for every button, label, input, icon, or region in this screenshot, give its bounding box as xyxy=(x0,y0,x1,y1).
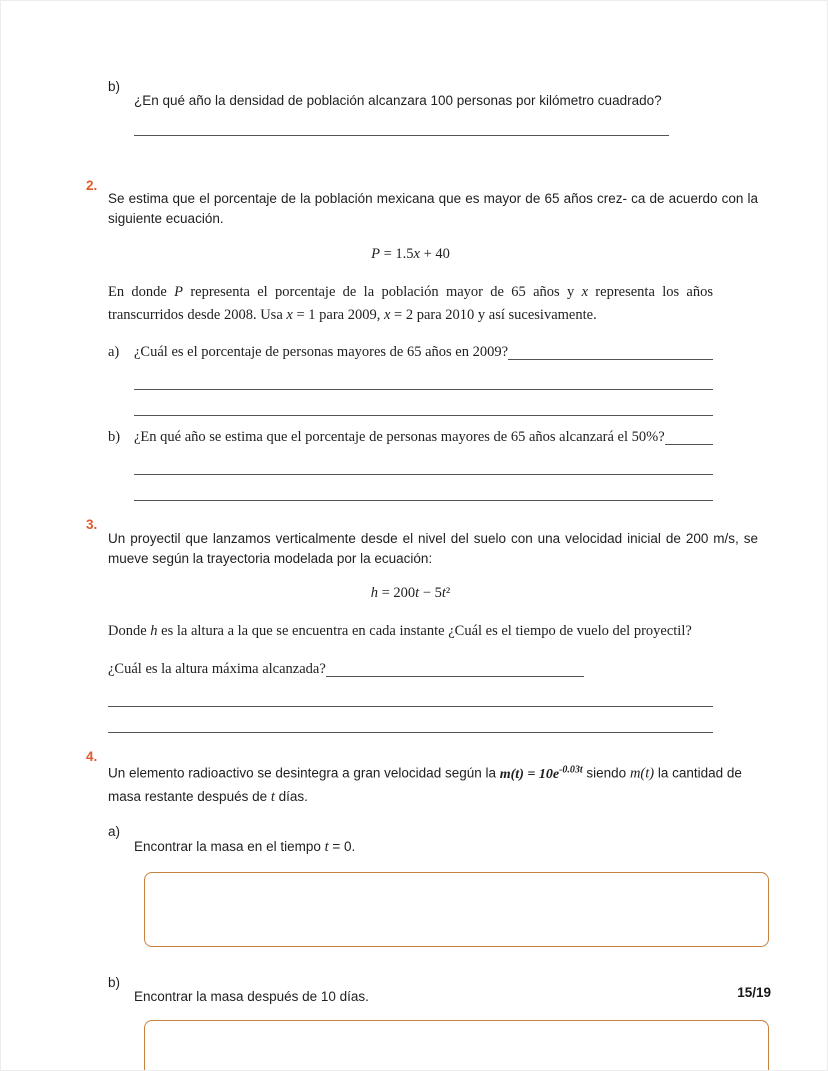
math-var: h xyxy=(370,585,378,601)
answer-line[interactable] xyxy=(508,359,713,360)
answer-box[interactable] xyxy=(144,1020,769,1071)
question-4a-label: a) xyxy=(108,824,121,840)
question-1b xyxy=(108,77,827,136)
question-4b xyxy=(108,973,713,1071)
text-segment: = 1 para 2009, xyxy=(292,306,384,323)
answer-line[interactable] xyxy=(134,449,713,475)
question-2a-text: ¿Cuál es el porcentaje de personas mayores de 65 años en 2009? xyxy=(134,344,509,360)
answer-line[interactable] xyxy=(134,364,713,390)
question-4a xyxy=(108,822,713,947)
math-var: P xyxy=(371,245,380,262)
question-4-intro xyxy=(108,760,763,809)
equation-exponent: -0.03t xyxy=(559,764,583,775)
text-segment: es la altura a la que se encuentra en cada instante ¿Cuál es el tiempo de vuelo del proyectil? xyxy=(157,623,692,639)
question-3-explanation-line1 xyxy=(108,620,748,643)
question-4b-text: Encontrar la masa después de 10 días. xyxy=(134,988,369,1004)
text-segment: días. xyxy=(274,788,308,804)
text-segment: Encontrar la masa en el tiempo xyxy=(134,838,325,854)
question-1b-text: ¿En qué año la densidad de población alcanzara 100 personas por kilómetro cuadrado? xyxy=(134,92,662,108)
question-3-intro: Un proyectil que lanzamos verticalmente desde el nivel del suelo con una velocidad inicial de 200 m/s, se mueve según la trayectoria modelada por la ecuación: xyxy=(108,530,758,566)
math-var: t xyxy=(270,788,275,805)
text-segment: siendo xyxy=(582,765,630,781)
equation-exponent: ² xyxy=(445,585,451,601)
question-2-explanation xyxy=(108,281,713,327)
answer-line[interactable] xyxy=(134,135,669,136)
question-2a-label: a) xyxy=(108,344,120,360)
math-var: t xyxy=(441,585,446,601)
answer-line[interactable] xyxy=(665,444,713,445)
equation-part: − 5 xyxy=(419,585,442,601)
question-2-number: 2. xyxy=(86,177,98,193)
text-segment: representa el porcentaje de la población mayor de 65 años y xyxy=(183,283,582,300)
math-var: x xyxy=(383,306,391,323)
decay-equation xyxy=(499,764,583,782)
question-3-explanation xyxy=(108,620,748,681)
question-4-number: 4. xyxy=(86,748,98,764)
question-2-equation xyxy=(108,243,713,265)
answer-box[interactable] xyxy=(144,872,769,947)
question-2 xyxy=(86,176,827,502)
question-3 xyxy=(86,515,827,733)
question-4b-label: b) xyxy=(108,975,121,991)
math-var: t xyxy=(415,585,420,601)
question-2b-text: ¿En qué año se estima que el porcentaje de personas mayores de 65 años alcanzará el 50%? xyxy=(134,429,665,445)
text-segment: Donde xyxy=(108,623,151,639)
text-segment: En donde xyxy=(108,283,175,300)
equation-base: m(t) = 10e xyxy=(499,766,560,782)
equation-part: = 1.5 xyxy=(379,245,414,262)
question-4a-text xyxy=(134,836,713,859)
answer-line[interactable] xyxy=(134,390,713,416)
math-var: x xyxy=(286,306,293,323)
text-segment: = 2 para 2010 y así sucesivamente. xyxy=(390,306,597,323)
answer-line[interactable] xyxy=(134,475,713,501)
text-segment: representa los años transcurridos desde 2008. Usa xyxy=(108,283,714,323)
question-2b-label: b) xyxy=(108,429,121,445)
question-2-intro: Se estima que el porcentaje de la población mexicana que es mayor de 65 años crez- ca de acuerdo con la siguiente ecuación. xyxy=(108,191,758,226)
question-2b xyxy=(108,426,713,501)
answer-line[interactable] xyxy=(108,707,713,733)
text-segment: = 0. xyxy=(328,838,356,854)
question-3-explanation-line2: ¿Cuál es la altura máxima alcanzada? xyxy=(108,660,326,677)
text-segment: Un elemento radioactivo se desintegra a gran velocidad según la xyxy=(108,765,500,781)
answer-line[interactable] xyxy=(326,676,584,677)
math-var: t xyxy=(324,838,329,855)
math-var: h xyxy=(150,623,158,639)
text-segment: la cantidad de masa restante después de xyxy=(108,765,742,804)
question-3-number: 3. xyxy=(86,517,98,532)
math-var: m(t) xyxy=(629,765,655,782)
equation-part: = 200 xyxy=(377,585,416,601)
question-1b-label: b) xyxy=(108,79,121,94)
question-3-equation xyxy=(108,582,713,604)
math-var: x xyxy=(413,245,420,262)
math-var: x xyxy=(581,283,588,300)
math-var: P xyxy=(174,283,184,300)
equation-part: + 40 xyxy=(419,245,450,262)
answer-line[interactable] xyxy=(108,681,713,707)
question-4 xyxy=(86,747,827,1071)
question-2a xyxy=(108,341,713,416)
page-number: 15/19 xyxy=(737,985,771,1000)
